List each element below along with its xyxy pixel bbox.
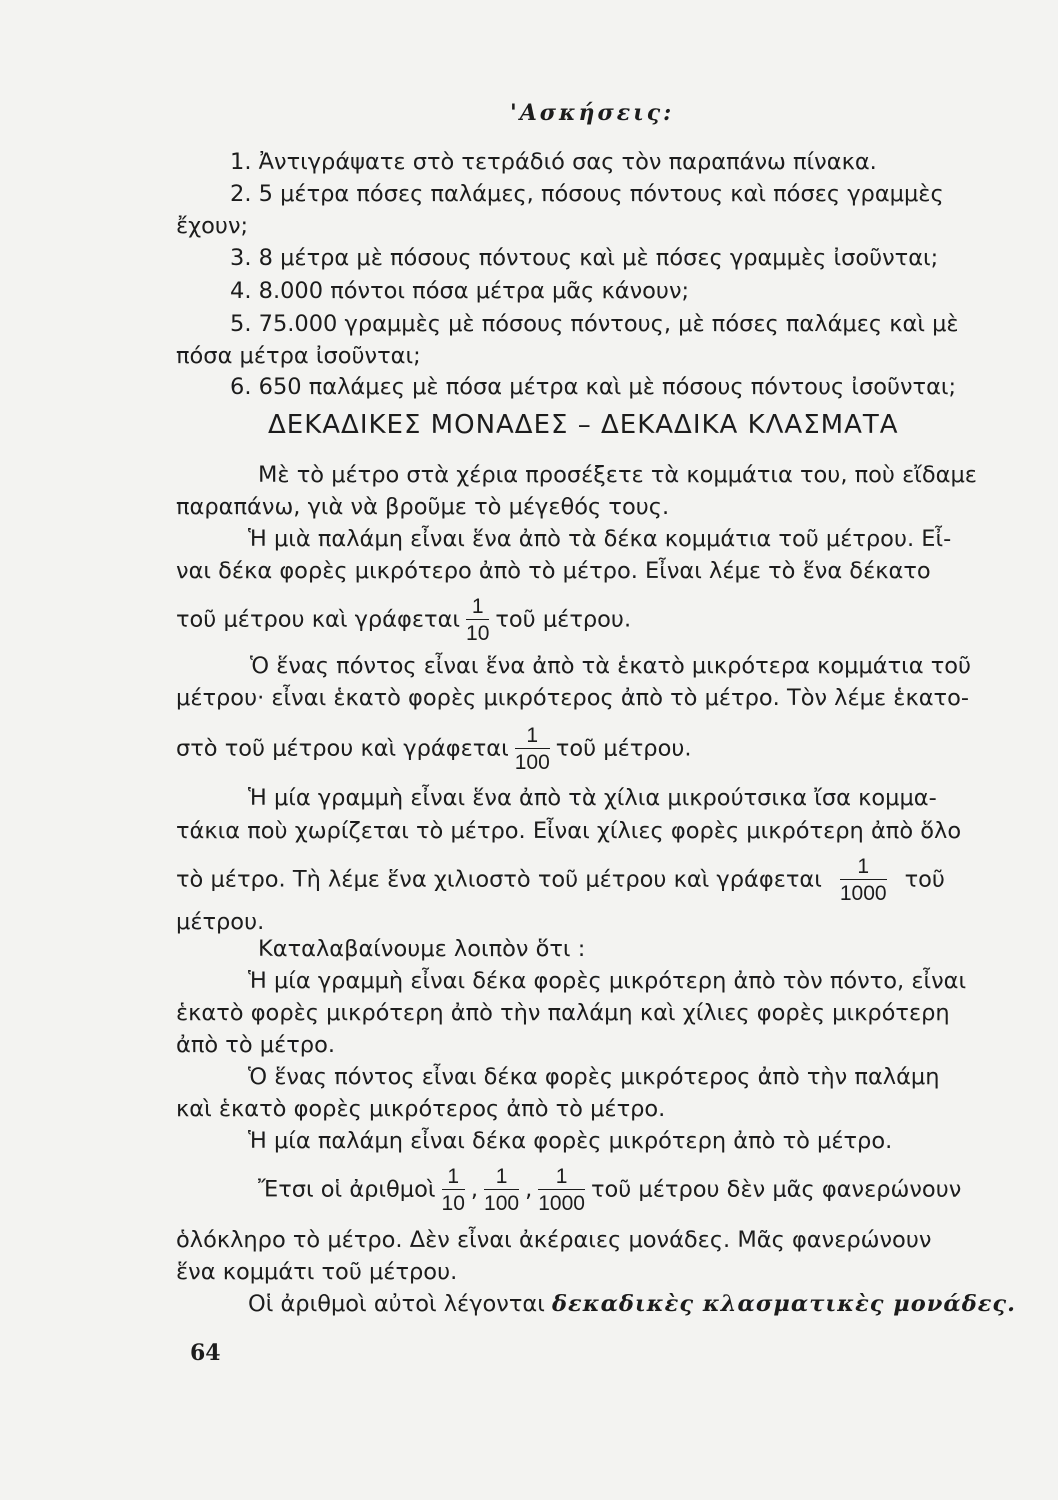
emphasis-term: δεκαδικὲς κλασματικὲς μονάδες. [552, 1291, 1016, 1317]
body-line: Ἡ μία παλάμη εἶναι δέκα φορὲς μικρότερη ἀπὸ τὸ μέτρο. [248, 1128, 893, 1154]
exercise-1: 1. Ἀντιγράψατε στὸ τετράδιό σας τὸν παραπάνω πίνακα. [230, 149, 877, 175]
body-line: παραπάνω, γιὰ νὰ βροῦμε τὸ μέγεθός τους. [176, 494, 670, 520]
exercise-2-cont: ἔχουν; [176, 213, 249, 239]
body-line: Καταλαβαίνουμε λοιπὸν ὅτι : [258, 936, 586, 962]
body-line-with-fraction: τοῦ μέτρου καὶ γράφεται $\frac{1}{10}$ τοῦ μέτρου. [176, 595, 632, 645]
body-line: Ἡ μιὰ παλάμη εἶναι ἕνα ἀπὸ τὰ δέκα κομμάτια τοῦ μέτρου. Εἶ- [248, 526, 952, 552]
section-heading: ΔΕΚΑΔΙΚΕΣ ΜΟΝΑΔΕΣ – ΔΕΚΑΔΙΚΑ ΚΛΑΣΜΑΤΑ [268, 410, 899, 440]
body-line: ἑκατὸ φορὲς μικρότερη ἀπὸ τὴν παλάμη καὶ χίλιες φορὲς μικρότερη [176, 1000, 950, 1026]
body-line: καὶ ἑκατὸ φορὲς μικρότερος ἀπὸ τὸ μέτρο. [176, 1096, 666, 1122]
exercise-4: 4. 8.000 πόντοι πόσα μέτρα μᾶς κάνουν; [230, 278, 690, 304]
body-line: Ἡ μία γραμμὴ εἶναι δέκα φορὲς μικρότερη ἀπὸ τὸν πόντο, εἶναι [248, 968, 967, 994]
body-line-with-emphasis: Οἱ ἀριθμοὶ αὐτοὶ λέγονται δεκαδικὲς κλασματικὲς μονάδες. [248, 1291, 1016, 1317]
body-line-with-fractions: Ἔτσι οἱ ἀριθμοὶ $\frac{1}{10}$ , $\frac{1}{100}$ , $\frac{1}{1000}$ τοῦ μέτρου δὲν μᾶς φανερώνουν [258, 1165, 962, 1215]
fraction-one-hundredth: $\frac{1}{100}$ [484, 1165, 520, 1215]
body-line: Ὁ ἕνας πόντος εἶναι δέκα φορὲς μικρότερος ἀπὸ τὴν παλάμη [248, 1064, 940, 1090]
body-line: τάκια ποὺ χωρίζεται τὸ μέτρο. Εἶναι χίλιες φορὲς μικρότερη ἀπὸ ὅλο [176, 818, 962, 844]
body-line: Ἡ μία γραμμὴ εἶναι ἕνα ἀπὸ τὰ χίλια μικρούτσικα ἴσα κομμα- [248, 785, 937, 811]
body-line: μέτρου· εἶναι ἑκατὸ φορὲς μικρότερος ἀπὸ τὸ μέτρο. Τὸν λέμε ἑκατο- [176, 685, 969, 711]
body-line: ναι δέκα φορὲς μικρότερο ἀπὸ τὸ μέτρο. Εἶναι λέμε τὸ ἕνα δέκατο [176, 558, 931, 584]
exercise-5: 5. 75.000 γραμμὲς μὲ πόσους πόντους, μὲ πόσες παλάμες καὶ μὲ [230, 311, 959, 337]
exercise-2: 2. 5 μέτρα πόσες παλάμες, πόσους πόντους καὶ πόσες γραμμὲς [230, 181, 944, 207]
fraction-one-thousandth: $\frac{1}{1000}$ [839, 855, 887, 905]
exercises-title: 'Ασκήσεις: [510, 100, 675, 126]
body-line: ὁλόκληρο τὸ μέτρο. Δὲν εἶναι ἀκέραιες μονάδες. Μᾶς φανερώνουν [176, 1227, 932, 1253]
body-line-with-fraction: στὸ τοῦ μέτρου καὶ γράφεται $\frac{1}{100}$ τοῦ μέτρου. [176, 724, 692, 774]
body-line: ἕνα κομμάτι τοῦ μέτρου. [176, 1259, 458, 1285]
page-number: 64 [190, 1340, 221, 1366]
body-line: ἀπὸ τὸ μέτρο. [176, 1032, 335, 1058]
fraction-one-tenth: $\frac{1}{10}$ [466, 595, 490, 645]
fraction-one-thousandth: $\frac{1}{1000}$ [538, 1165, 585, 1215]
body-line-with-fraction: τὸ μέτρο. Τὴ λέμε ἕνα χιλιοστὸ τοῦ μέτρου καὶ γράφεται $\frac{1}{1000}$ τοῦ [176, 855, 945, 905]
fraction-one-tenth: $\frac{1}{10}$ [441, 1165, 465, 1215]
exercise-3: 3. 8 μέτρα μὲ πόσους πόντους καὶ μὲ πόσες γραμμὲς ἰσοῦνται; [230, 245, 939, 271]
exercise-6: 6. 650 παλάμες μὲ πόσα μέτρα καὶ μὲ πόσους πόντους ἰσοῦνται; [230, 374, 957, 400]
body-line: Μὲ τὸ μέτρο στὰ χέρια προσέξετε τὰ κομμάτια του, ποὺ εἴδαμε [258, 462, 977, 488]
fraction-one-hundredth: $\frac{1}{100}$ [514, 724, 550, 774]
exercise-5-cont: πόσα μέτρα ἰσοῦνται; [176, 343, 421, 369]
body-line: Ὁ ἕνας πόντος εἶναι ἕνα ἀπὸ τὰ ἑκατὸ μικρότερα κομμάτια τοῦ [250, 653, 972, 679]
body-line: μέτρου. [176, 909, 265, 935]
